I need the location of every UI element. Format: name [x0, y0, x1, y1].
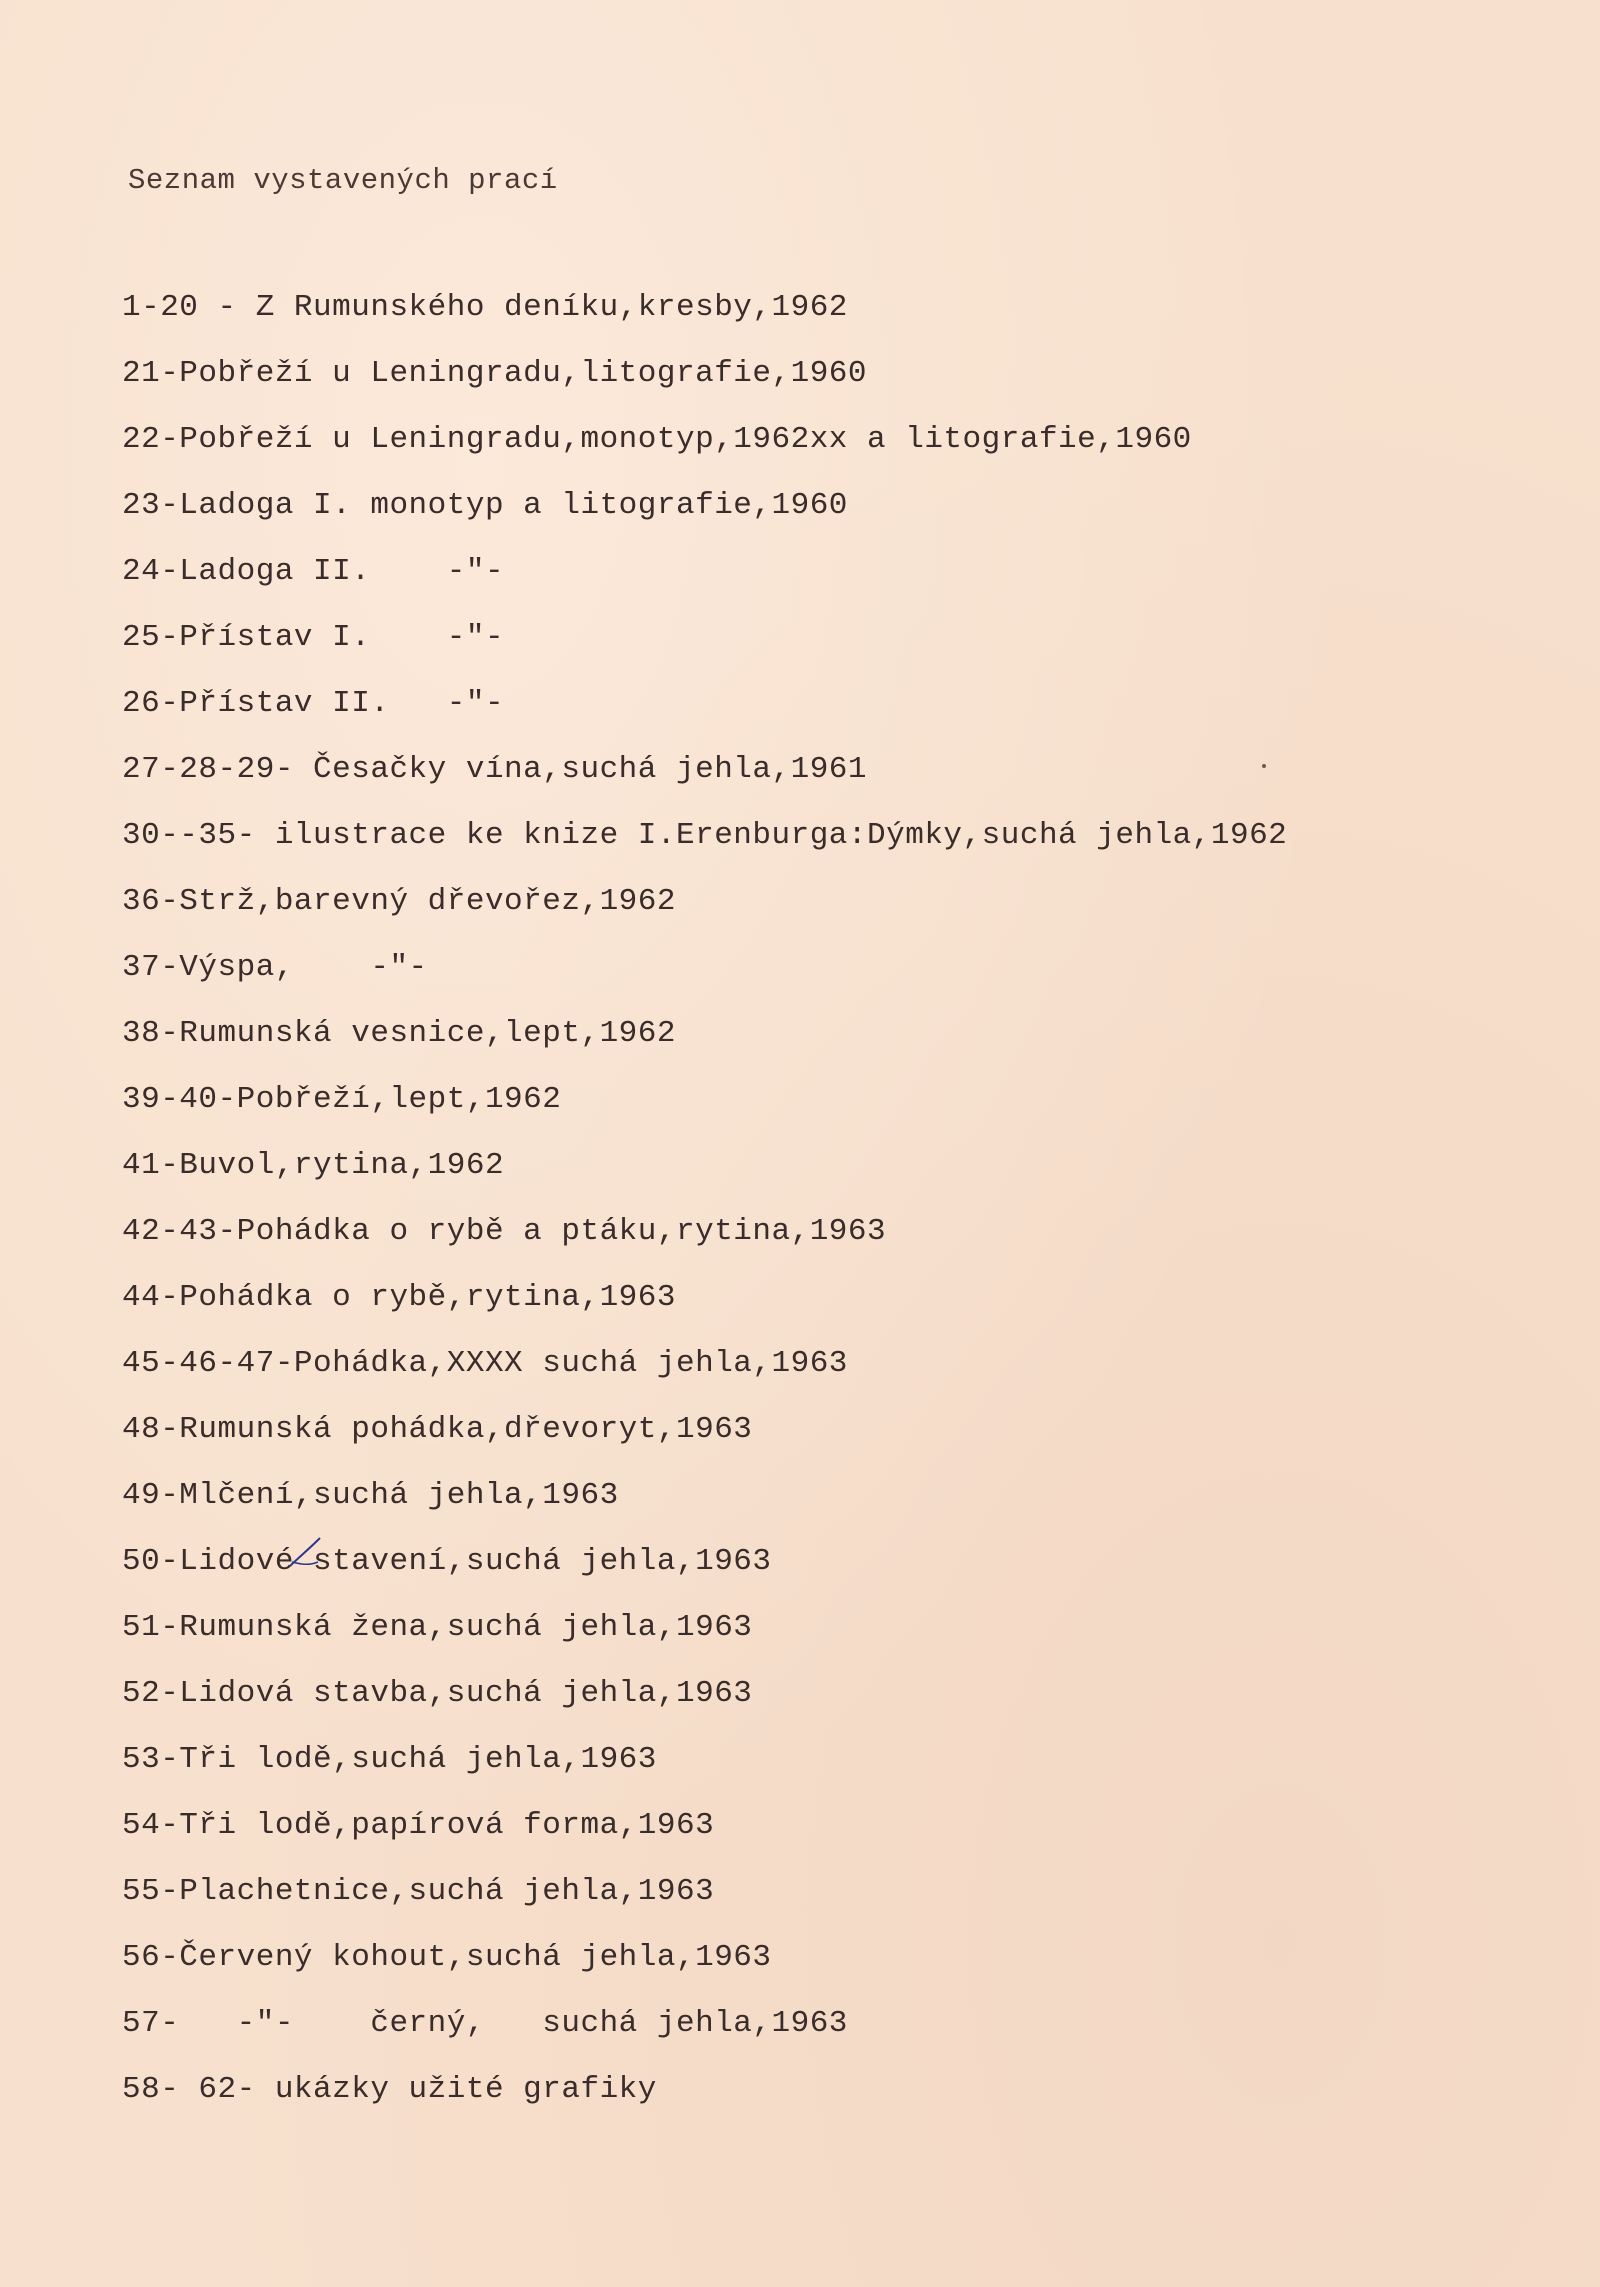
list-item	[122, 1280, 1562, 1346]
list-item	[122, 1808, 1562, 1874]
list-item-text: 53-Tři lodě,suchá jehla,1963	[122, 1742, 657, 1777]
list-item-text: 51-Rumunská žena,suchá jehla,1963	[122, 1610, 753, 1645]
list-item	[122, 356, 1562, 422]
list-item-text: 27-28-29- Česačky vína,suchá jehla,1961	[122, 752, 868, 787]
list-item	[122, 1610, 1562, 1676]
list-item	[122, 1676, 1562, 1742]
list-item	[122, 1148, 1562, 1214]
list-item-text: 42-43-Pohádka o rybě a ptáku,rytina,1963	[122, 1214, 887, 1249]
list-item-text: 41-Buvol,rytina,1962	[122, 1148, 505, 1183]
list-item	[122, 488, 1562, 554]
ink-speck	[1262, 764, 1266, 768]
list-item-text: 36-Strž,barevný dřevořez,1962	[122, 884, 676, 919]
list-item-text: 24-Ladoga II. -"-	[122, 554, 505, 589]
list-item-text: 37-Výspa, -"-	[122, 950, 428, 985]
list-item	[122, 2072, 1562, 2138]
list-item	[122, 1412, 1562, 1478]
list-item-text: 1-20 - Z Rumunského deníku,kresby,1962	[122, 290, 848, 325]
list-item	[122, 1214, 1562, 1280]
list-item	[122, 818, 1562, 884]
list-item-text: 30--35- ilustrace ke knize I.Erenburga:Dýmky,suchá jehla,1962	[122, 818, 1288, 853]
list-item-text: 25-Přístav I. -"-	[122, 620, 505, 655]
list-item-text: 39-40-Pobřeží,lept,1962	[122, 1082, 562, 1117]
list-item	[122, 752, 1562, 818]
list-item-text: 52-Lidová stavba,suchá jehla,1963	[122, 1676, 753, 1711]
list-item-text: 55-Plachetnice,suchá jehla,1963	[122, 1874, 715, 1909]
list-item	[122, 1940, 1562, 2006]
list-item	[122, 950, 1562, 1016]
list-item-text: 22-Pobřeží u Leningradu,monotyp,1962xx a litografie,1960	[122, 422, 1192, 457]
list-item-text: 58- 62- ukázky užité grafiky	[122, 2072, 657, 2107]
list-item	[122, 2006, 1562, 2072]
list-item	[122, 620, 1562, 686]
list-item-text: 23-Ladoga I. monotyp a litografie,1960	[122, 488, 848, 523]
list-item-text: 45-46-47-Pohádka,XXXX suchá jehla,1963	[122, 1346, 848, 1381]
list-item	[122, 290, 1562, 356]
list-item-text: 38-Rumunská vesnice,lept,1962	[122, 1016, 676, 1051]
list-item	[122, 1346, 1562, 1412]
list-item	[122, 422, 1562, 488]
list-item	[122, 1874, 1562, 1940]
list-item-text: 56-Červený kohout,suchá jehla,1963	[122, 1940, 772, 1975]
list-item-text: 54-Tři lodě,papírová forma,1963	[122, 1808, 715, 1843]
list-item-text: 50-Lidové stavení,suchá jehla,1963	[122, 1544, 772, 1579]
handwritten-correction-mark	[288, 1536, 322, 1570]
list-item-text: 57- -"- černý, suchá jehla,1963	[122, 2006, 848, 2041]
list-item	[122, 554, 1562, 620]
list-item	[122, 884, 1562, 950]
list-item-text: 21-Pobřeží u Leningradu,litografie,1960	[122, 356, 868, 391]
list-item-text: 49-Mlčení,suchá jehla,1963	[122, 1478, 619, 1513]
list-item	[122, 1478, 1562, 1544]
list-item	[122, 686, 1562, 752]
document-title: Seznam vystavených prací	[128, 164, 558, 197]
list-item	[122, 1082, 1562, 1148]
list-item	[122, 1742, 1562, 1808]
works-list	[122, 290, 1562, 2138]
list-item	[122, 1016, 1562, 1082]
list-item	[122, 1544, 1562, 1610]
list-item-text: 44-Pohádka o rybě,rytina,1963	[122, 1280, 676, 1315]
list-item-text: 26-Přístav II. -"-	[122, 686, 505, 721]
list-item-text: 48-Rumunská pohádka,dřevoryt,1963	[122, 1412, 753, 1447]
